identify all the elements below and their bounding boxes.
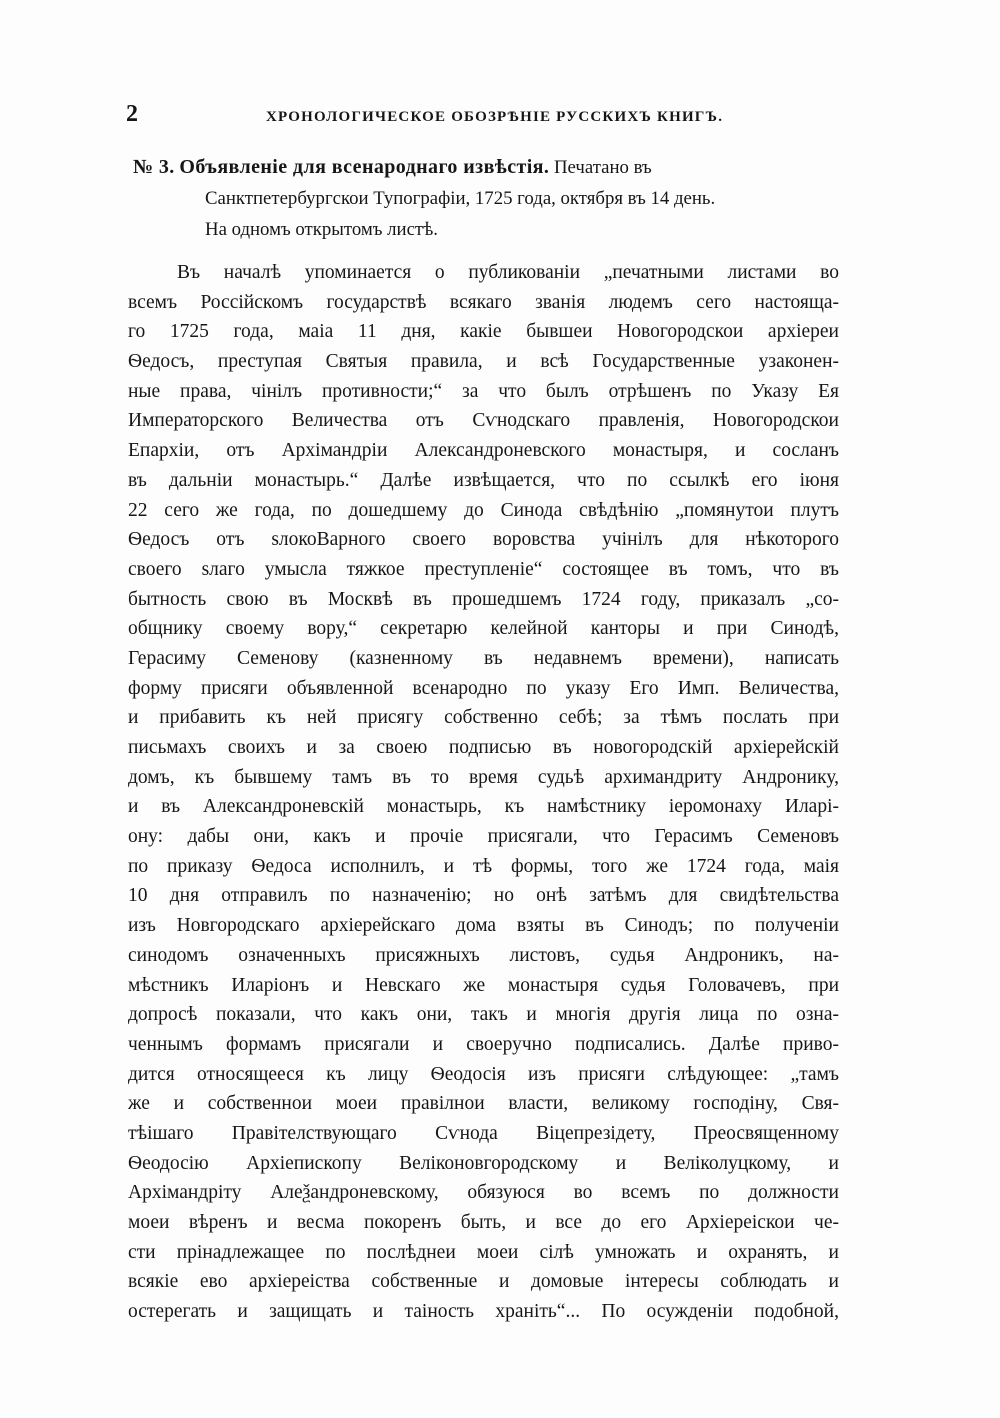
text-line: Архімандріту Алеѯандроневскому, обязуюся во всемъ по должности bbox=[128, 1182, 839, 1204]
text-line: же и собственнои моеи правілнои власти, великому господіну, Свя- bbox=[128, 1093, 839, 1115]
text-line: Въ началѣ упоминается о публикованіи „печатными листами во bbox=[177, 262, 839, 283]
text-line: сти прінадлежащее по послѣднеи моеи сілѣ умножать и охранять, и bbox=[128, 1241, 839, 1263]
text-line: всякіе ево архіереіства собственные и домовые інтересы соблюдать и bbox=[128, 1271, 839, 1293]
text-line: го 1725 года, маіа 11 дня, какіе бывшеи Новогородскои архіереи bbox=[128, 321, 839, 343]
text-line: Герасиму Семенову (казненному въ недавнемъ времени), написать bbox=[128, 647, 839, 669]
text-line: изъ Новгородскаго архіерейскаго дома взяты въ Синодъ; по полученіи bbox=[128, 915, 839, 937]
text-line: 22 сего же года, по дошедшему до Синода свѣдѣнію „помянутои плутъ bbox=[128, 499, 839, 521]
text-line: письмахъ своихъ и за своею подписью въ новогородскій архіерейскій bbox=[128, 737, 839, 758]
text-line: домъ, къ бывшему тамъ въ то время судьѣ архимандриту Андронику, bbox=[128, 766, 839, 788]
text-line: Императорского Величества отъ Сѵнодскаго правленія, Новогородскои bbox=[128, 410, 839, 432]
page-header bbox=[126, 101, 838, 131]
body-text bbox=[128, 258, 839, 1327]
text-line: Ѳедосъ, преступая Святыя правила, и всѣ Государственные узаконен- bbox=[128, 351, 839, 373]
text-line: по приказу Ѳедоса исполнилъ, и тѣ формы, того же 1724 года, маія bbox=[128, 855, 839, 877]
entry-number: № 3. bbox=[133, 156, 175, 178]
catalog-entry bbox=[133, 152, 833, 245]
entry-imprint-line: Печатано въ bbox=[553, 157, 652, 178]
entry-imprint-line: Санктпетербургскои Тупографіи, 1725 года, октября въ 14 день. bbox=[205, 188, 716, 209]
running-title: ХРОНОЛОГИЧЕСКОЕ ОБОЗРѢНІЕ РУССКИХЪ КНИГЪ. bbox=[266, 109, 724, 125]
text-line: моеи вѣренъ и весма покоренъ быть, и все до его Архіереіскои че- bbox=[128, 1212, 839, 1233]
text-line: мѣстникъ Иларіонъ и Невскаго же монастыря судья Головачевъ, при bbox=[128, 974, 839, 996]
text-line: форму присяги объявленной всенародно по указу Его Имп. Величества, bbox=[128, 677, 839, 699]
text-line: синодомъ означенныхъ присяжныхъ листовъ, судья Андроникъ, на- bbox=[128, 944, 839, 966]
entry-imprint-line: На одномъ открытомъ листѣ. bbox=[205, 219, 439, 240]
text-line: Ѳедосъ отъ ѕлокоВарного своего воровства учінілъ для нѣкоторого bbox=[128, 529, 839, 551]
text-line: бытность свою въ Москвѣ въ прошедшемъ 1724 году, приказалъ „со- bbox=[128, 588, 839, 610]
text-line: всемъ Россійскомъ государствѣ всякаго званія людемъ сего настояща- bbox=[128, 291, 839, 313]
text-line: ченнымъ формамъ присягали и своеручно подписались. Далѣе приво- bbox=[128, 1033, 839, 1055]
text-line: въ дальніи монастырь.“ Далѣе извѣщается, что по ссылкѣ его іюня bbox=[128, 469, 839, 491]
page-number: 2 bbox=[126, 101, 138, 127]
entry-title: Объявленіе для всенароднаго извѣстія. bbox=[179, 156, 550, 178]
text-line: 10 дня отправилъ по назначенію; но онѣ затѣмъ для свидѣтельства bbox=[128, 885, 839, 907]
text-line: дится относящееся къ лицу Ѳеодосія изъ присяги слѣдующее: „тамъ bbox=[128, 1063, 839, 1085]
text-line: и прибавить къ ней присягу собственно себѣ; за тѣмъ послать при bbox=[128, 707, 839, 729]
text-line: Ѳеодосію Архіепископу Веліконовгородскому и Веліколуцкому, и bbox=[128, 1152, 839, 1174]
text-line: и въ Александроневскій монастырь, къ намѣстнику іеромонаху Иларі- bbox=[128, 796, 839, 818]
text-line: ону: дабы они, какъ и прочіе присягали, что Герасимъ Семеновъ bbox=[128, 826, 839, 848]
text-line: Епархіи, отъ Архімандріи Александроневского монастыря, и сосланъ bbox=[128, 440, 839, 462]
text-line: своего ѕлаго умысла тяжкое преступленіе“ состоящее въ томъ, что въ bbox=[128, 558, 839, 580]
text-line: допросѣ показали, что какъ они, такъ и многія другія лица по озна- bbox=[128, 1004, 839, 1026]
text-line: остерегать и защищать и таіность храніть“... По осужденіи подобной, bbox=[128, 1301, 839, 1323]
entry-heading-line bbox=[133, 152, 833, 183]
text-line: общнику своему вору,“ секретарю келейной канторы и при Синодѣ, bbox=[128, 618, 839, 640]
text-line: тѣішаго Правітелствующаго Сѵнода Віцепрезідету, Преосвященному bbox=[128, 1122, 839, 1144]
text-line: ные права, чінілъ противности;“ за что былъ отрѣшенъ по Указу Ея bbox=[128, 380, 839, 402]
